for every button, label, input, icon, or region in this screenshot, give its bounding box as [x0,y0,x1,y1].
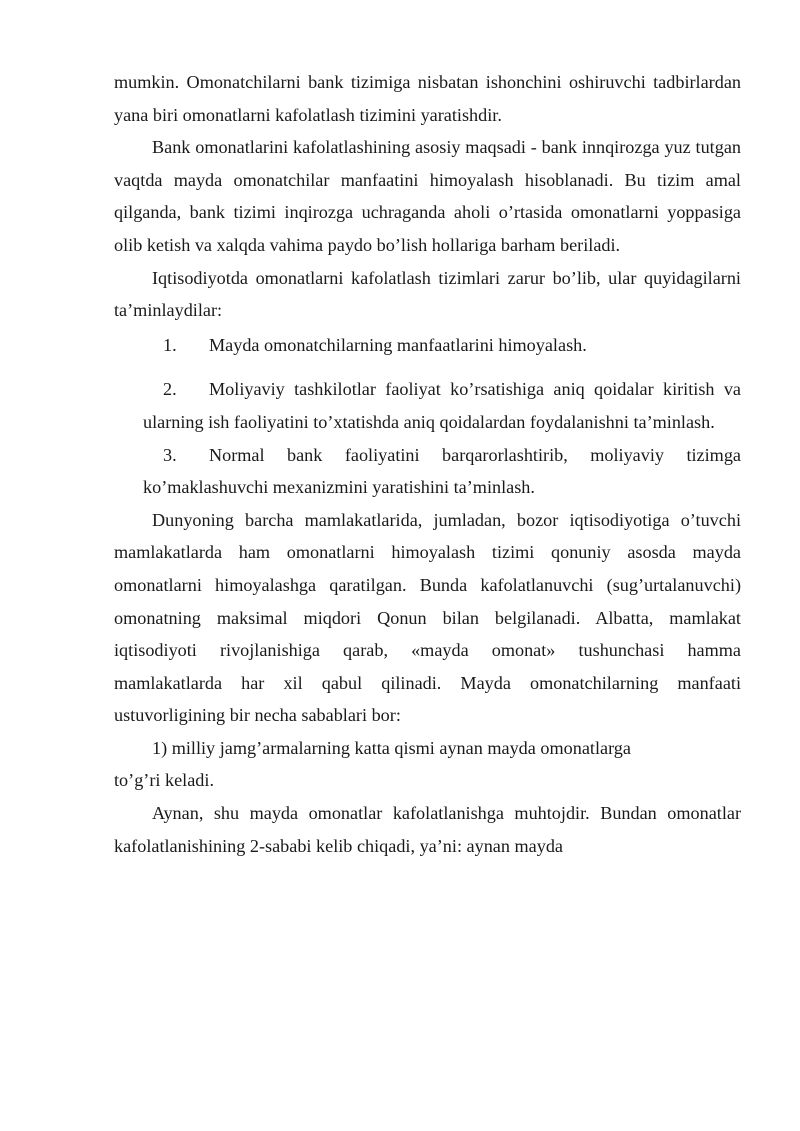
list-number: 1. [163,334,177,355]
document-page [114,66,741,862]
list-number: 3. [163,444,177,465]
paragraph-conclusion: Aynan, shu mayda omonatlar kafolatlanishga muhtojdir. Bundan omonatlar kafolatlanishining 2-sababi kelib chiqadi, ya’ni: aynan mayda [114,803,741,856]
paragraph-reason-1-line1: 1) milliy jamg’armalarning katta qismi aynan mayda omonatlarga [152,737,631,758]
list-item-2 [143,373,741,438]
list-text: Moliyaviy tashkilotlar faoliyat ko’rsatishiga aniq qoidalar kiritish va ularning ish faoliyatini to’xtatishda aniq qoidalardan foydalanishni ta’minlash. [143,379,741,432]
list-item-3 [143,439,741,504]
paragraph-systems: Iqtisodiyotda omonatlarni kafolatlash tizimlari zarur bo’lib, ular quyidagilarni ta’minlaydilar: [114,267,741,321]
list-text: Normal bank faoliyatini barqarorlashtirib, moliyaviy tizimga ko’maklashuvchi mexanizmini yaratishini ta’minlash. [143,444,741,498]
list-text: Mayda omonatchilarning manfaatlarini himoyalash. [209,334,587,355]
paragraph-countries: Dunyoning barcha mamlakatlarida, jumladan, bozor iqtisodiyotiga o’tuvchi mamlakatlarda ham omonatlarni himoyalash tizimi qonuniy asosda mayda omonatlarni himoyalashga qaratilgan. Bunda kafolatlanuvchi (sug’urtalanuvchi) omonatning maksimal miqdori Qonun bilan belgilanadi. Albatta, mamlakat iqtisodiyoti rivojlanishiga qarab, «mayda omonat» tushunchasi hamma mamlakatlarda har xil qabul qilinadi. Mayda omonatchilarning manfaati ustuvorligining bir necha sabablari bor: [114,509,741,726]
paragraph-reason-1-line2: to’g’ri keladi. [114,770,214,791]
paragraph-purpose: Bank omonatlarini kafolatlashining asosiy maqsadi - bank innqirozga yuz tutgan vaqtda mayda omonatchilar manfaatini himoyalash hisoblanadi. Bu tizim amal qilganda, bank tizimi inqirozga uchraganda aholi o’rtasida omonatlarni yoppasiga olib ketish va xalqda vahima paydo bo’lish hollariga barham beriladi. [114,137,741,255]
list-item-1 [143,329,741,362]
paragraph-intro: mumkin. Omonatchilarni bank tizimiga nisbatan ishonchini oshiruvchi tadbirlardan yana biri omonatlarni kafolatlash tizimini yaratishdir. [114,72,741,125]
list-number: 2. [163,379,177,400]
